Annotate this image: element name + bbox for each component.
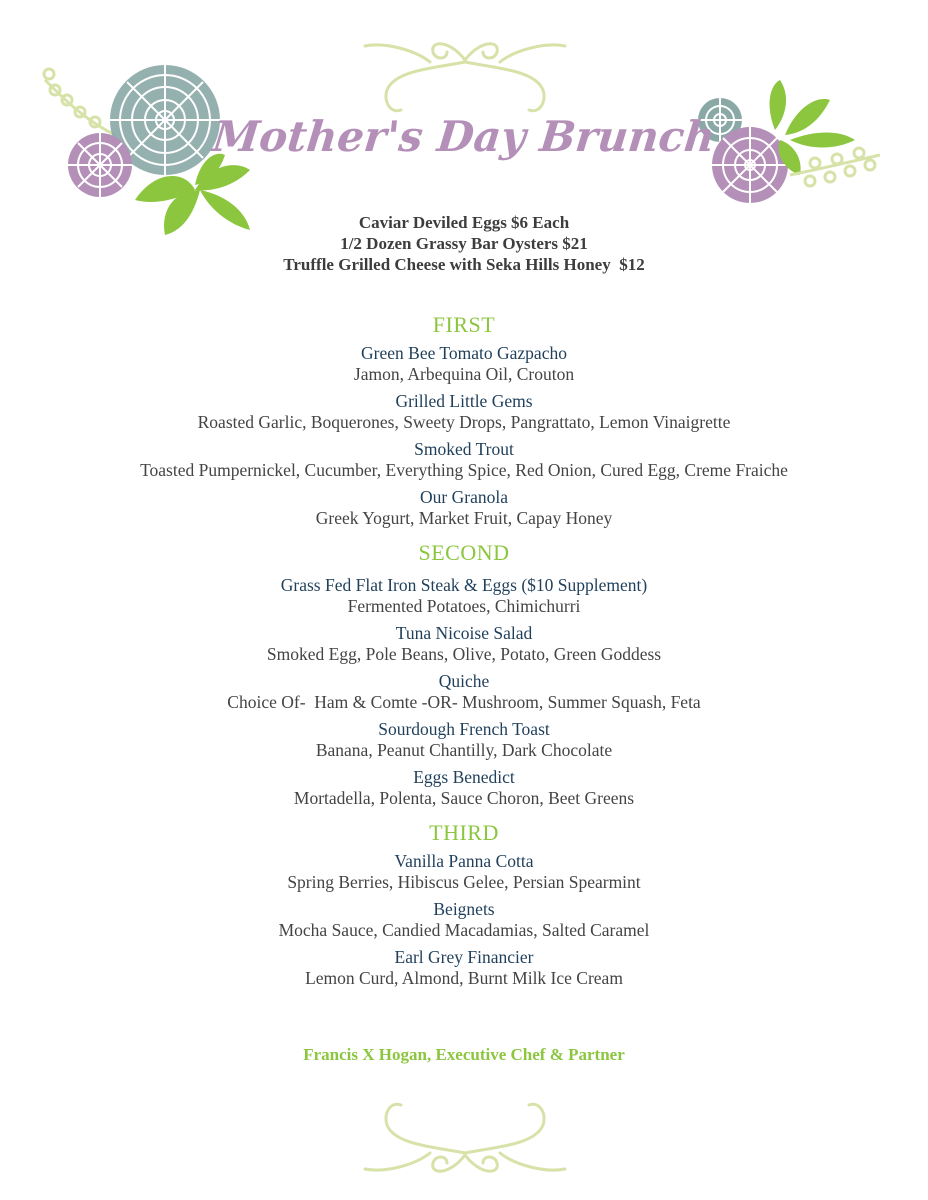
dish-description: Choice Of- Ham & Comte -OR- Mushroom, Summer Squash, Feta [227,692,701,712]
section-heading-third: THIRD [429,820,499,845]
dish-description: Greek Yogurt, Market Fruit, Capay Honey [315,508,613,528]
specials-list [0,212,928,275]
dish-description: Jamon, Arbequina Oil, Crouton [353,364,575,384]
chef-credit: Francis X Hogan, Executive Chef & Partner [303,1045,625,1064]
special-item: Caviar Deviled Eggs $6 Each [358,213,570,232]
dish-name: Earl Grey Financier [394,947,534,967]
menu-title: Mother's Day Brunch [210,112,718,161]
bottom-swirl-ornament-icon [355,1085,575,1185]
dish-name: Green Bee Tomato Gazpacho [361,343,567,363]
dish-description: Smoked Egg, Pole Beans, Olive, Potato, Green Goddess [266,644,662,664]
dish-description: Mortadella, Polenta, Sauce Choron, Beet Greens [293,788,635,808]
section-heading-second: SECOND [418,540,510,565]
dish-name: Sourdough French Toast [378,719,550,739]
top-swirl-ornament-icon [355,30,575,120]
dish-name: Tuna Nicoise Salad [395,623,533,643]
special-item: 1/2 Dozen Grassy Bar Oysters $21 [340,234,588,253]
dish-name: Quiche [438,671,490,691]
dish-description: Fermented Potatoes, Chimichurri [347,596,581,616]
dish-description: Roasted Garlic, Boquerones, Sweety Drops, Pangrattato, Lemon Vinaigrette [197,412,731,432]
dish-name: Grilled Little Gems [395,391,533,411]
dish-name: Eggs Benedict [413,767,515,787]
dish-description: Toasted Pumpernickel, Cucumber, Everything Spice, Red Onion, Cured Egg, Creme Fraiche [140,460,788,480]
dish-description: Banana, Peanut Chantilly, Dark Chocolate [315,740,613,760]
dish-name: Beignets [433,899,495,919]
dish-description: Mocha Sauce, Candied Macadamias, Salted Caramel [278,920,650,940]
dish-description: Lemon Curd, Almond, Burnt Milk Ice Cream [305,968,623,988]
special-item: Truffle Grilled Cheese with Seka Hills Honey $12 [283,255,645,274]
section-heading-first: FIRST [432,312,496,337]
dish-name: Our Granola [420,487,508,507]
dish-name: Vanilla Panna Cotta [394,851,534,871]
dish-name: Smoked Trout [414,439,514,459]
dish-description: Spring Berries, Hibiscus Gelee, Persian Spearmint [287,872,641,892]
dish-name: Grass Fed Flat Iron Steak & Eggs ($10 Supplement) [280,575,648,595]
